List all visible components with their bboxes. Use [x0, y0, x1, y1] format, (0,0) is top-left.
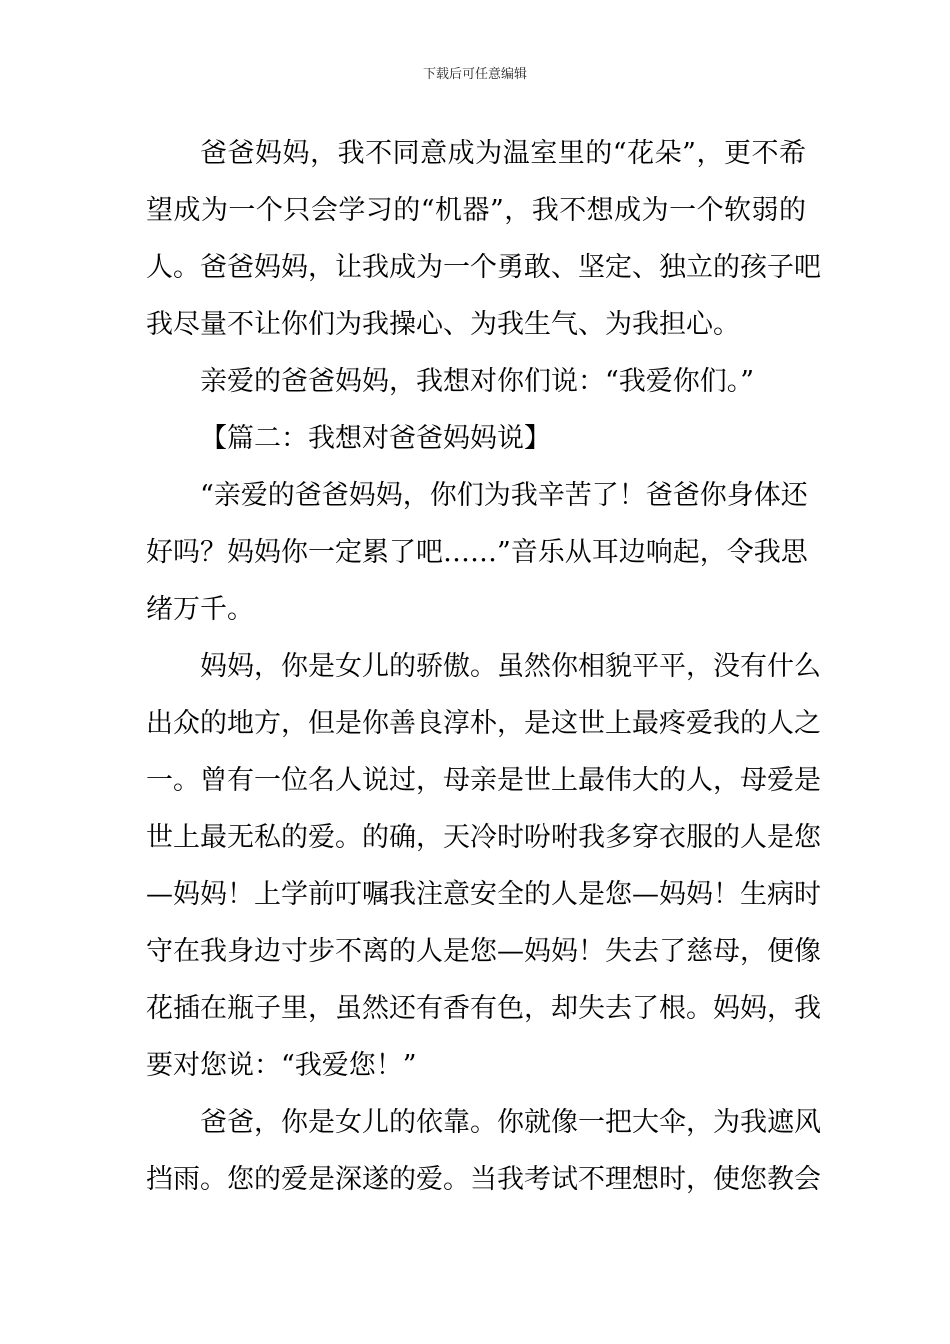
paragraph-line: 要对您说：“我爱您！”	[146, 1050, 417, 1081]
paragraph-line: 绪万千。	[146, 594, 254, 625]
paragraph-line: 我尽量不让你们为我操心、为我生气、为我担心。	[146, 309, 740, 340]
paragraph-line: 妈妈，你是女儿的骄傲。虽然你相貌平平，没有什么	[200, 651, 821, 682]
paragraph-line: 人。爸爸妈妈，让我成为一个勇敢、坚定、独立的孩子吧	[146, 252, 821, 283]
paragraph-line: 一。曾有一位名人说过，母亲是世上最伟大的人，母爱是	[146, 765, 821, 796]
paragraph-line: 花插在瓶子里，虽然还有香有色，却失去了根。妈妈，我	[146, 993, 821, 1024]
paragraph-line: 爸爸，你是女儿的依靠。你就像一把大伞，为我遮风	[200, 1107, 821, 1138]
paragraph-line: 好吗？妈妈你一定累了吧……”音乐从耳边响起，令我思	[146, 537, 808, 568]
paragraph-line: 挡雨。您的爱是深遂的爱。当我考试不理想时，使您教会	[146, 1164, 821, 1195]
paragraph-line: 世上最无私的爱。的确，天冷时吩咐我多穿衣服的人是您	[146, 822, 821, 853]
paragraph-line: “亲爱的爸爸妈妈，你们为我辛苦了！爸爸你身体还	[200, 480, 808, 511]
paragraph-line: 亲爱的爸爸妈妈，我想对你们说：“我爱你们。”	[200, 366, 755, 397]
page-header: 下载后可任意编辑	[422, 67, 527, 82]
paragraph-line: —妈妈！上学前叮嘱我注意安全的人是您—妈妈！生病时	[146, 879, 821, 910]
paragraph-line: 守在我身边寸步不离的人是您—妈妈！失去了慈母，便像	[146, 936, 821, 967]
paragraph-line: 出众的地方，但是你善良淳朴，是这世上最疼爱我的人之	[146, 708, 821, 739]
section-heading: 【篇二：我想对爸爸妈妈说】	[200, 423, 551, 454]
paragraph-line: 爸爸妈妈，我不同意成为温室里的“花朵”，更不希	[200, 138, 806, 169]
paragraph-line: 望成为一个只会学习的“机器”，我不想成为一个软弱的	[146, 195, 806, 226]
